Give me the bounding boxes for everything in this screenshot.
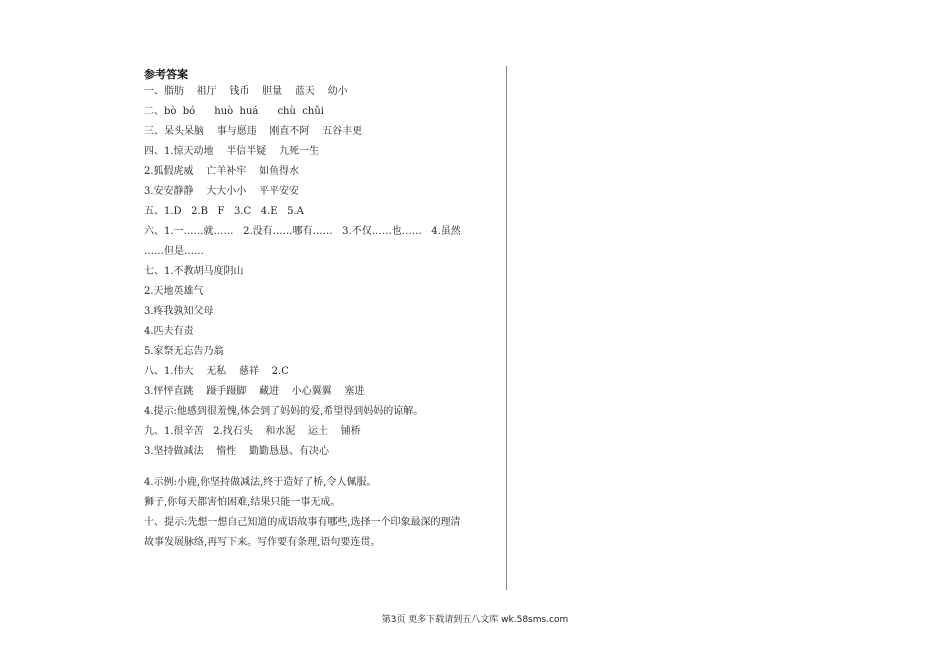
answer-key-column	[144, 68, 494, 553]
answer-key-title: 参考答案	[144, 68, 188, 81]
answer-line-continued-2: 狮子,你每天都害怕困难,结果只能一事无成。	[144, 497, 341, 508]
answer-line-15: 八、1.伟大 无私 慈祥 2.C	[144, 366, 289, 377]
answer-line-continued-1: 4.示例:小鹿,你坚持做减法,终于造好了桥,令人佩服。	[144, 477, 377, 488]
page-footer: 第3页 更多下载请到五八文库 wk.58sms.com	[381, 615, 569, 625]
answer-lines	[144, 82, 494, 462]
answer-lines-continued	[144, 473, 494, 553]
answer-line-16: 3.怦怦直跳 蹑手蹑脚 藏进 小心翼翼 塞进	[144, 386, 365, 397]
answer-line-5: 2.狐假虎威 亡羊补牢 如鱼得水	[144, 166, 299, 177]
answer-line-11: 2.天地英雄气	[144, 286, 204, 297]
answer-line-6: 3.安安静静 大大小小 平平安安	[144, 186, 299, 197]
answer-line-1: 一、脂肪 祖厅 钱币 胆量 蓝天 幼小	[144, 86, 348, 97]
answer-line-17: 4.提示:他感到很羞愧,体会到了妈妈的爱,希望得到妈妈的谅解。	[144, 406, 424, 417]
answer-line-continued-4: 故事发展脉络,再写下来。写作要有条理,语句要连贯。	[144, 537, 381, 548]
answer-line-4: 四、1.惊天动地 半信半疑 九死一生	[144, 146, 319, 157]
answer-line-12: 3.疼我孰知父母	[144, 306, 214, 317]
answer-line-3: 三、呆头呆脑 事与愿违 刚直不阿 五谷丰更	[144, 126, 363, 137]
answer-line-13: 4.匹夫有责	[144, 326, 194, 337]
answer-line-continued-3: 十、提示:先想一想自己知道的成语故事有哪些,选择一个印象最深的理清	[144, 517, 461, 528]
column-divider	[506, 66, 507, 590]
answer-line-9: ……但是……	[144, 246, 204, 257]
paragraph-gap	[144, 462, 494, 473]
answer-line-8: 六、1.一……就…… 2.没有……哪有…… 3.不仅……也…… 4.虽然	[144, 226, 461, 237]
answer-line-18: 九、1.很辛苦 2.找石头 和水泥 运土 铺桥	[144, 426, 361, 437]
answer-line-2: 二、bò bó huò huá chù chǔi	[144, 106, 324, 117]
answer-line-14: 5.家祭无忘告乃翁	[144, 346, 224, 357]
answer-line-7: 五、1.D 2.B F 3.C 4.E 5.A	[144, 206, 304, 217]
answer-line-10: 七、1.不教胡马度阴山	[144, 266, 244, 277]
answer-line-19: 3.坚持做减法 惰性 勤勤恳恳、有决心	[144, 446, 329, 457]
